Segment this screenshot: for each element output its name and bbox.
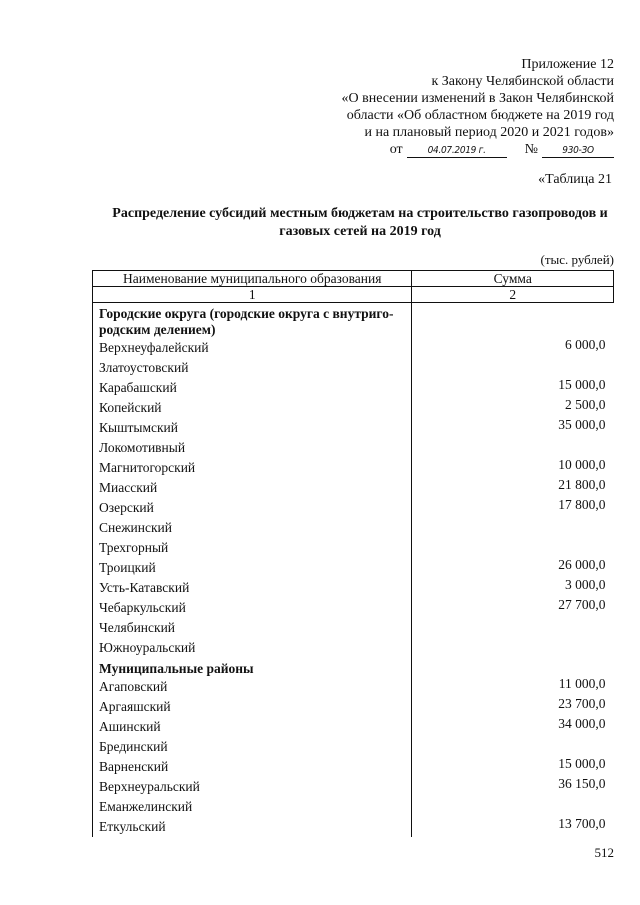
law-title-line-2: области «Об областном бюджете на 2019 год: [346, 108, 614, 123]
municipality-name: Златоустовский: [93, 358, 412, 378]
table-row: [93, 797, 614, 817]
subsidy-amount: [412, 438, 614, 458]
municipality-name: Южноуральский: [93, 638, 412, 658]
document-title: [80, 205, 640, 241]
table-row: [93, 598, 614, 618]
subsidy-amount: 17 800,0: [558, 497, 606, 512]
table-row: [93, 458, 614, 478]
table-row: [93, 717, 614, 737]
subsidy-amount: [412, 358, 614, 378]
subsidy-amount: 34 000,0: [558, 716, 606, 731]
table-row: [93, 478, 614, 498]
law-title-line-3: и на плановый период 2020 и 2021 годов»: [364, 125, 614, 140]
municipality-name: Озерский: [93, 498, 412, 518]
municipality-name: Снежинский: [93, 518, 412, 538]
subsidy-amount: 35 000,0: [558, 417, 606, 432]
appendix-number: Приложение 12: [521, 57, 614, 72]
table-row: [93, 677, 614, 697]
subsidy-amount: [412, 618, 614, 638]
from-label: от: [389, 142, 403, 157]
section-header-row: [93, 303, 614, 339]
municipality-name: Еманжелинский: [93, 797, 412, 817]
subsidy-amount: 15 000,0: [558, 756, 606, 771]
table-row: [93, 697, 614, 717]
subsidy-amount: [412, 797, 614, 817]
subsidy-amount: 10 000,0: [558, 457, 606, 472]
section-header-row: [93, 658, 614, 677]
column-number-1: 1: [93, 287, 412, 303]
table-row: [93, 538, 614, 558]
municipality-name: Аргаяшский: [93, 697, 412, 717]
municipality-name: Усть-Катавский: [93, 578, 412, 598]
table-row: [93, 737, 614, 757]
table-row: [93, 638, 614, 658]
table-body: [93, 303, 614, 838]
subsidy-amount: 2 500,0: [565, 397, 606, 412]
municipality-name: Варненский: [93, 757, 412, 777]
municipality-name: Трехгорный: [93, 538, 412, 558]
subsidy-amount: 15 000,0: [558, 377, 606, 392]
subsidy-amount: 21 800,0: [558, 477, 606, 492]
subsidy-amount: [412, 518, 614, 538]
municipality-name: Кыштымский: [93, 418, 412, 438]
municipality-name: Челябинский: [93, 618, 412, 638]
table-row: [93, 418, 614, 438]
section-title: Муниципальные районы: [93, 658, 412, 677]
page-number: 512: [594, 845, 614, 860]
law-reference: к Закону Челябинской области: [431, 74, 614, 89]
appendix-header: [274, 56, 614, 158]
municipality-name: Верхнеуральский: [93, 777, 412, 797]
subsidy-amount: 36 150,0: [558, 776, 606, 791]
municipality-name: Копейский: [93, 398, 412, 418]
section-title: Городские округа (городские округа с внутриго-родским делением): [93, 303, 412, 339]
table-row: [93, 777, 614, 797]
table-row: [93, 618, 614, 638]
units-label: (тыс. рублей): [540, 252, 614, 267]
subsidy-amount: 27 700,0: [558, 597, 606, 612]
municipality-name: Троицкий: [93, 558, 412, 578]
title-line-1: Распределение субсидий местным бюджетам на строительство газопроводов и: [112, 206, 608, 221]
municipality-name: Ашинский: [93, 717, 412, 737]
municipality-name: Чебаркульский: [93, 598, 412, 618]
municipality-name: Магнитогорский: [93, 458, 412, 478]
municipality-name: Карабашский: [93, 378, 412, 398]
table-row: [93, 817, 614, 837]
subsidy-amount: 26 000,0: [558, 557, 606, 572]
municipality-name: Агаповский: [93, 677, 412, 697]
law-number: 930-ЗО: [542, 144, 614, 158]
section-sum: [412, 303, 614, 339]
municipality-name: Верхнеуфалейский: [93, 338, 412, 358]
column-number-2: 2: [412, 287, 614, 303]
subsidy-table: [92, 270, 614, 837]
subsidy-amount: [412, 538, 614, 558]
subsidy-amount: 3 000,0: [565, 577, 606, 592]
table-row: [93, 338, 614, 358]
column-header-name: Наименование муниципального образования: [93, 271, 412, 287]
number-label: №: [524, 142, 538, 157]
section-sum: [412, 658, 614, 677]
table-row: [93, 398, 614, 418]
table-row: [93, 757, 614, 777]
subsidy-amount: 13 700,0: [558, 816, 606, 831]
subsidy-amount: [412, 638, 614, 658]
law-date: 04.07.2019 г.: [407, 144, 507, 158]
table-row: [93, 498, 614, 518]
municipality-name: Миасский: [93, 478, 412, 498]
municipality-name: Локомотивный: [93, 438, 412, 458]
column-header-sum: Сумма: [412, 271, 614, 287]
subsidy-amount: 6 000,0: [565, 337, 606, 352]
municipality-name: Еткульский: [93, 817, 412, 837]
table-row: [93, 578, 614, 598]
law-title-line-1: «О внесении изменений в Закон Челябинской: [341, 91, 614, 106]
table-row: [93, 378, 614, 398]
subsidy-amount: [412, 737, 614, 757]
table-label: «Таблица 21: [538, 172, 612, 187]
table-row: [93, 358, 614, 378]
subsidy-amount: 23 700,0: [558, 696, 606, 711]
municipality-name: Брединский: [93, 737, 412, 757]
subsidy-amount: 11 000,0: [558, 676, 606, 691]
table-row: [93, 558, 614, 578]
table-row: [93, 438, 614, 458]
law-date-number-row: [390, 141, 614, 158]
table-row: [93, 518, 614, 538]
title-line-2: газовых сетей на 2019 год: [279, 224, 441, 239]
